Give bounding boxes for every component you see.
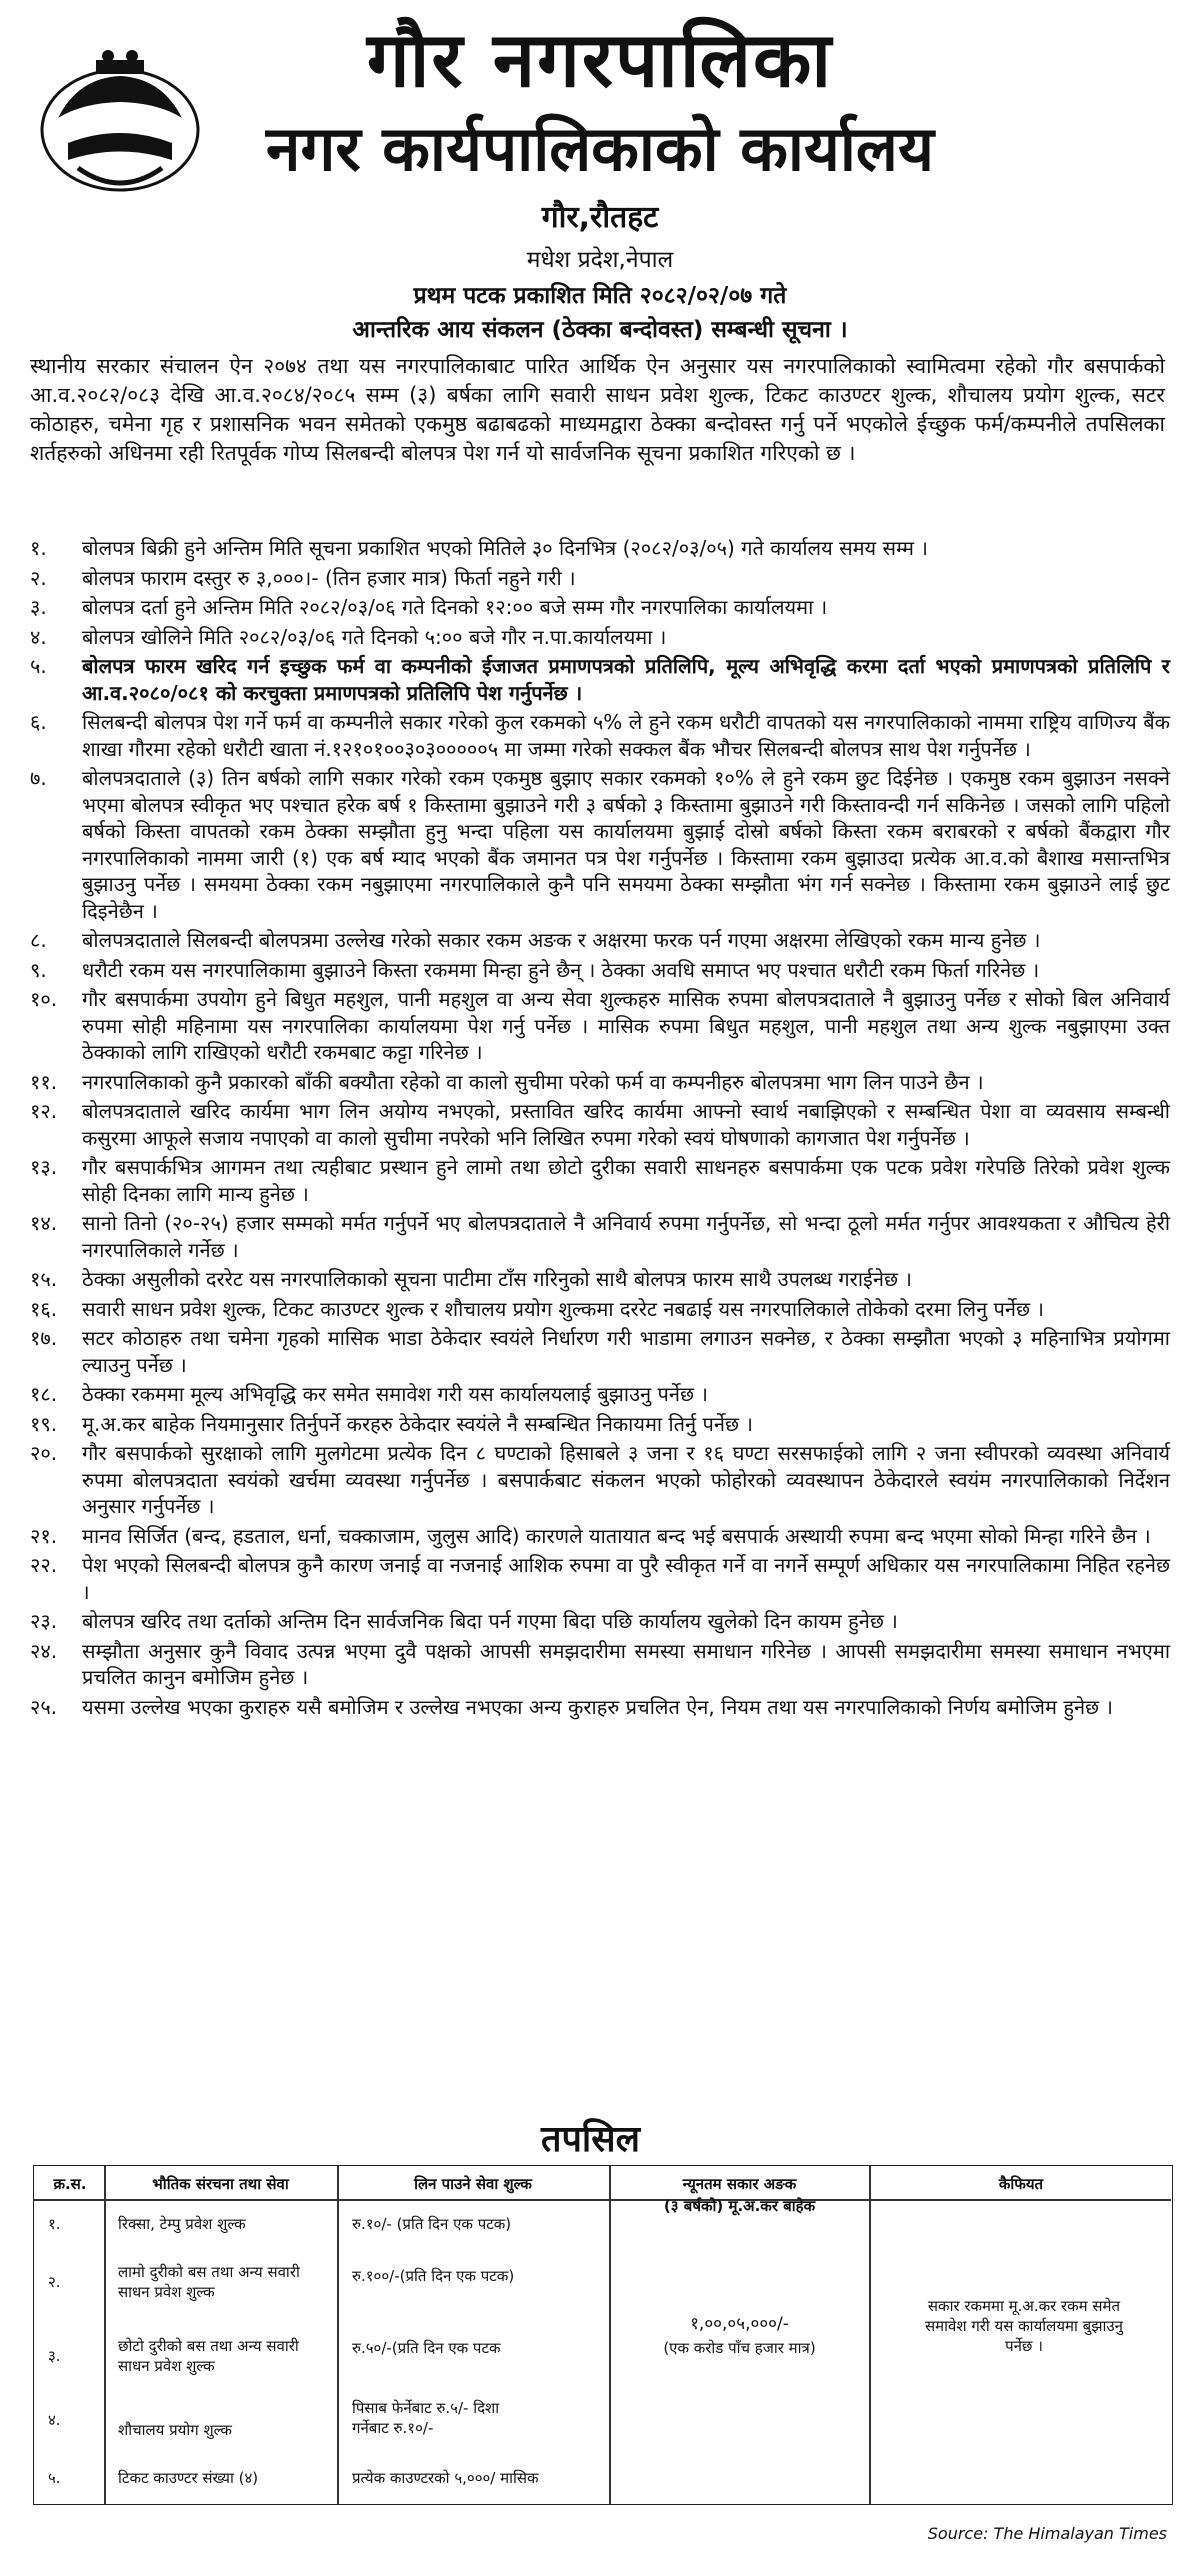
clause-item bbox=[30, 709, 1170, 762]
clause-item bbox=[30, 1638, 1170, 1691]
office-title: नगर कार्यपालिकाको कार्यालय bbox=[266, 112, 934, 185]
clause-item bbox=[30, 927, 1170, 954]
row-sn: २. bbox=[48, 2273, 61, 2291]
row-sn: ४. bbox=[48, 2411, 61, 2429]
clause-number: १४. bbox=[30, 1211, 58, 1235]
clause-text: बोलपत्रदाताले सिलबन्दी बोलपत्रमा उल्लेख गरेको सकार रकम अङक र अक्षरमा फरक पर्न गएमा अक्षरमा लेखिएको रकम मान्य हुनेछ । bbox=[82, 928, 1041, 952]
clause-number: २०. bbox=[30, 1441, 58, 1465]
row-sn: १. bbox=[48, 2215, 61, 2233]
office-province: मधेश प्रदेश,नेपाल bbox=[526, 247, 674, 273]
row-service: लामो दुरीको बस तथा अन्य सवारी साधन प्रवेश शुल्क bbox=[118, 2263, 300, 2301]
clause-item bbox=[30, 1210, 1170, 1263]
clause-item bbox=[30, 1296, 1170, 1323]
clause-number: २४. bbox=[30, 1638, 58, 1663]
clause-text: बोलपत्रदाताले खरिद कार्यमा भाग लिन अयोग्य नभएको, प्रस्तावित खरिद कार्यमा आफ्नो स्वार्थ नबाझिएको र सम्बन्धित पेशा वा व्यवसाय सम्बन्धी कसुरमा आफूले सजाय नपाएको वा कालो सुचीमा नपरेको भनि लिखित रुपमा गरेको स्वयं घोषणाको कागजात पेश गर्नुपर्नेछ । bbox=[82, 1099, 1170, 1150]
clause-text: ठेक्का रकममा मूल्य अभिवृद्धि कर समेत समावेश गरी यस कार्यालयलाई बुझाउनु पर्नेछ । bbox=[82, 1382, 708, 1406]
source-credit: Source: The Himalayan Times bbox=[927, 2524, 1167, 2543]
row-service: शौचालय प्रयोग शुल्क bbox=[118, 2421, 232, 2439]
clause-text: सवारी साधन प्रवेश शुल्क, टिकट काउण्टर शुल्क र शौचालय प्रयोग शुल्कमा दररेट नबढाई यस नगरपालिकाले तोकेको दरमा लिनु पर्नेछ । bbox=[82, 1296, 1044, 1321]
clause-text: बोलपत्रदाताले (३) तिन बर्षको लागि सकार गरेको रकम एकमुष्ठ बुझाए सकार रकमको १०% ले हुने रकम छुट दिईनेछ । एकमुष्ठ रकम बुझाउन नसक्ने भएमा बोलपत्र स्वीकृत भए पश्चात हरेक बर्ष १ किस्तामा बुझाउने गरी ३ बर्षको ३ किस्तामा बुझाउने गरी किस्तावन्दी गर्न सकिनेछ । जसको लागि पहिलो बर्षको किस्ता वापतको रकम ठेक्का सम्झौता हुनु भन्दा पहिला यस कार्यालयमा बुझाई दोस्रो बर्षको किस्ता रकम बराबरको र बर्षको बैंकद्वारा गौर नगरपालिकाको नाममा जारी (१) एक बर्ष म्याद भएको बैंक जमानत पत्र पेश गर्नुपर्नेछ । किस्तामा रकम बुझाउदा प्रत्येक आ.व.को बैशाख मसान्तभित्र बुझाउनु पर्नेछ । समयमा ठेक्का रकम नबुझाएमा नगरपालिकाले कुनै पनि समयमा ठेक्का सम्झौता भंग गर्न सक्नेछ । किस्तामा रकम बुझाउने लाई छुट दिइनेछैन । bbox=[82, 766, 1170, 923]
clause-item bbox=[30, 535, 1170, 562]
notice-header bbox=[0, 0, 1181, 343]
header-sn: क्र.स. bbox=[53, 2175, 87, 2193]
clause-number: ३. bbox=[30, 595, 47, 619]
clause-number: १२. bbox=[30, 1099, 58, 1123]
clause-number: १०. bbox=[30, 987, 58, 1011]
clause-item bbox=[30, 624, 1170, 651]
clause-item bbox=[30, 1523, 1170, 1550]
header-min-amount: न्यूनतम सकार अङक bbox=[682, 2175, 797, 2193]
clause-number: १९. bbox=[30, 1411, 58, 1436]
clause-text: बोलपत्र खरिद तथा दर्ताको अन्तिम दिन सार्वजनिक बिदा पर्न गएमा बिदा पछि कार्यालय खुलेको दिन कायम हुनेछ । bbox=[82, 1609, 898, 1633]
clause-item bbox=[30, 957, 1170, 984]
clause-number: २१. bbox=[30, 1523, 58, 1548]
tapasil-table bbox=[33, 2165, 1173, 2505]
row-service: टिकट काउण्टर संख्या (४) bbox=[118, 2469, 259, 2487]
publish-date: प्रथम पटक प्रकाशित मिति २०८२/०२/०७ गते bbox=[413, 283, 787, 309]
row-fee: प्रत्येक काउण्टरको ५,०००/ मासिक bbox=[352, 2469, 539, 2487]
intro-paragraph: स्थानीय सरकार संचालन ऐन २०७४ तथा यस नगरपालिकाबाट पारित आर्थिक ऐन अनुसार यस नगरपालिकाको स्वामित्वमा रहेको गौर बसपार्कको आ.व.२०८२/०८३ देखि आ.व.२०८४/२०८५ सम्म (३) बर्षका लागि सवारी साधन प्रवेश शुल्क, टिकट काउण्टर शुल्क, शौचालय प्रयोग शुल्क, सटर कोठाहरु, चमेना गृह र प्रशासनिक भवन समेतको एकमुष्ठ बढाबढको माध्यमद्वारा ठेक्का बन्दोवस्त गर्नु पर्ने भएकोले ईच्छुक फर्म/कम्पनीले तपसिलका शर्तहरुको अधिनमा रही रितपूर्वक गोप्य सिलबन्दी बोलपत्र पेश गर्न यो सार्वजनिक सूचना प्रकाशित गरिएको छ । bbox=[30, 354, 1165, 465]
clause-text: ठेक्का असुलीको दररेट यस नगरपालिकाको सूचना पाटीमा टाँस गरिनुको साथै बोलपत्र फारम साथै उपलब्ध गराईनेछ । bbox=[82, 1267, 912, 1291]
clause-text: बोलपत्र फाराम दस्तुर रु ३,०००।- (तिन हजार मात्र) फिर्ता नहुने गरी । bbox=[82, 565, 576, 590]
table-divider bbox=[869, 2166, 871, 2504]
clause-text: गौर बसपार्कभित्र आगमन तथा त्यहीबाट प्रस्थान हुने लामो तथा छोटो दुरीका सवारी साधनहरु बसपार्कमा एक पटक प्रवेश गरेपछि तिरेको प्रवेश शुल्क सोही दिनका लागि मान्य हुनेछ । bbox=[82, 1155, 1171, 1206]
clause-text: सानो तिनो (२०-२५) हजार सम्मको मर्मत गर्नुपर्ने भए बोलपत्रदाताले नै अनिवार्य रुपमा गर्नुपर्नेछ, सो भन्दा ठूलो मर्मत गर्नुपर आवश्यकता र औचित्य हेरी नगरपालिकाले गर्नेछ । bbox=[82, 1211, 1170, 1262]
table-divider bbox=[609, 2166, 611, 2504]
clause-text: गौर बसपार्कको सुरक्षाको लागि मुलगेटमा प्रत्येक दिन ८ घण्टाको हिसाबले ३ जना र १६ घण्टा सरसफाईको लागि २ जना स्वीपरको व्यवस्था अनिवार्य रुपमा बोलपत्रदाता स्वयंको खर्चमा व्यवस्था गर्नुपर्नेछ । बसपार्कबाट संकलन भएको फोहोरको व्यवस्थापन ठेकेदारले स्वयंम नगरपालिकाको निर्देशन अनुसार गर्नुपर्नेछ । bbox=[82, 1441, 1170, 1518]
clause-text: बोलपत्र खोलिने मिति २०८२/०३/०६ गते दिनको ५:०० बजे गौर न.पा.कार्यालयमा । bbox=[82, 624, 667, 649]
table-divider bbox=[337, 2166, 339, 2504]
clause-number: १५. bbox=[30, 1267, 58, 1291]
clause-item bbox=[30, 594, 1170, 621]
clause-text: मू.अ.कर बाहेक नियमानुसार तिर्नुपर्ने करहरु ठेकेदार स्वयंले नै सम्बन्धित निकायमा तिर्नु पर्नेछ । bbox=[82, 1411, 753, 1436]
clause-number: २५. bbox=[30, 1694, 58, 1719]
min-amount-words: (एक करोड पाँच हजार मात्र) bbox=[663, 2339, 816, 2357]
clause-item bbox=[30, 1325, 1170, 1378]
clause-item bbox=[30, 1069, 1170, 1096]
clause-number: २२. bbox=[30, 1553, 58, 1577]
row-fee: रु.१०/- (प्रति दिन एक पटक) bbox=[352, 2215, 512, 2233]
row-fee: रु.५०/-(प्रति दिन एक पटक bbox=[352, 2339, 501, 2357]
clause-number: ११. bbox=[30, 1069, 58, 1094]
clause-number: २३. bbox=[30, 1609, 58, 1633]
table-divider bbox=[34, 2199, 1171, 2201]
clause-number: १. bbox=[30, 536, 47, 560]
clause-text: गौर बसपार्कमा उपयोग हुने बिधुत महशुल, पानी महशुल वा अन्य सेवा शुल्कहरु मासिक रुपमा बोलपत्रदाताले नै बुझाउनु पर्नेछ र सोको बिल अनिवार्य रुपमा सोही महिनामा यस नगरपालिका कार्यालयमा पेश गर्नु पर्नेछ । मासिक रुपमा बिधुत महशुल, पानी महशुल तथा अन्य शुल्क नबुझाएमा उक्त ठेक्काको लागि राखिएको धरौटी रकमबाट कट्टा गरिनेछ । bbox=[82, 987, 1170, 1064]
clause-item bbox=[30, 1098, 1170, 1151]
clause-number: ७. bbox=[30, 766, 47, 790]
clause-text: नगरपालिकाको कुनै प्रकारको बाँकी बक्यौता रहेको वा कालो सुचीमा परेको फर्म वा कम्पनीहरु बोलपत्रमा भाग लिन पाउने छैन । bbox=[82, 1069, 984, 1094]
clause-text: पेश भएको सिलबन्दी बोलपत्र कुनै कारण जनाई वा नजनाई आशिक रुपमा वा पुरै स्वीकृत गर्ने वा नगर्ने सम्पूर्ण अधिकार यस नगरपालिकामा निहित रहनेछ । bbox=[82, 1553, 1170, 1604]
clause-number: १८. bbox=[30, 1382, 58, 1406]
row-service: छोटो दुरीको बस तथा अन्य सवारी साधन प्रवेश शुल्क bbox=[118, 2337, 299, 2375]
clause-text: धरौटी रकम यस नगरपालिकामा बुझाउने किस्ता रकममा मिन्हा हुने छैन् । ठेक्का अवधि समाप्त भए पश्चात धरौटी रकम फिर्ता गरिनेछ । bbox=[82, 957, 1040, 982]
municipality-title: गौर नगरपालिका bbox=[366, 15, 834, 104]
clause-item bbox=[30, 986, 1170, 1066]
clause-number: ५. bbox=[30, 654, 47, 678]
clause-item bbox=[30, 1411, 1170, 1438]
row-fee: पिसाब फेर्नेबाट रु.५/- दिशा गर्नेबाट रु.१०/- bbox=[352, 2399, 500, 2437]
clause-number: १३. bbox=[30, 1155, 58, 1179]
clause-item bbox=[30, 1154, 1170, 1207]
clause-number: ८. bbox=[30, 928, 47, 952]
clause-list bbox=[30, 535, 1170, 1723]
office-location: गौर,रौतहट bbox=[541, 200, 659, 235]
municipality-emblem-icon bbox=[38, 48, 203, 198]
header-fee: लिन पाउने सेवा शुल्क bbox=[414, 2175, 532, 2193]
clause-text: बोलपत्र बिक्री हुने अन्तिम मिति सूचना प्रकाशित भएको मितिले ३० दिनभित्र (२०८२/०३/०५) गते कार्यालय समय सम्म । bbox=[82, 536, 928, 560]
clause-text: बोलपत्र फारम खरिद गर्न इच्छुक फर्म वा कम्पनीको ईजाजत प्रमाणपत्रको प्रतिलिपि, मूल्य अभिवृद्धि करमा दर्ता भएको प्रमाणपत्रको प्रतिलिपि र आ.व.२०८०/०८१ को करचुक्ता प्रमाणपत्रको प्रतिलिपि पेश गर्नुपर्नेछ । bbox=[82, 654, 1170, 705]
clause-item bbox=[30, 1381, 1170, 1408]
clause-number: ४. bbox=[30, 624, 47, 649]
clause-item bbox=[30, 1694, 1170, 1721]
clause-number: २. bbox=[30, 565, 47, 590]
clause-text: सम्झौता अनुसार कुनै विवाद उत्पन्न भएमा दुवै पक्षको आपसी समझदारीमा समस्या समाधान गरिनेछ । आपसी समझदारीमा समस्या समाधान नभएमा प्रचलित कानुन बमोजिम हुनेछ । bbox=[82, 1638, 1170, 1689]
notice-title: आन्तरिक आय संकलन (ठेक्का बन्दोवस्त) सम्बन्धी सूचना । bbox=[352, 317, 848, 343]
remarks-text: सकार रकममा मू.अ.कर रकम समेत समावेश गरी यस कार्यालयमा बुझाउनु पर्नेछ । bbox=[925, 2297, 1123, 2355]
clause-item bbox=[30, 565, 1170, 592]
min-amount: १,००,०५,०००/- bbox=[690, 2314, 789, 2334]
row-fee: रु.१००/-(प्रति दिन एक पटक) bbox=[352, 2267, 515, 2285]
table-divider bbox=[104, 2166, 106, 2504]
header-service: भौतिक संरचना तथा सेवा bbox=[152, 2175, 289, 2193]
header-remarks: कैफियत bbox=[998, 2175, 1044, 2193]
clause-number: ६. bbox=[30, 710, 47, 734]
clause-item bbox=[30, 1552, 1170, 1605]
row-sn: ५. bbox=[48, 2469, 61, 2487]
clause-text: मानव सिर्जित (बन्द, हडताल, धर्ना, चक्काजाम, जुलुस आदि) कारणले यातायात बन्द भई बसपार्क अस्थायी रुपमा बन्द भएमा सोको मिन्हा गरिने छैन । bbox=[82, 1523, 1151, 1548]
clause-item bbox=[30, 1440, 1170, 1520]
header-min-amount-note: (३ बर्षको) मू.अ.कर बाहेक bbox=[663, 2197, 816, 2215]
clause-text: यसमा उल्लेख भएका कुराहरु यसै बमोजिम र उल्लेख नभएका अन्य कुराहरु प्रचलित ऐन, नियम तथा यस नगरपालिकाको निर्णय बमोजिम हुनेछ । bbox=[82, 1694, 1114, 1719]
clause-text: बोलपत्र दर्ता हुने अन्तिम मिति २०८२/०३/०६ गते दिनको १२:०० बजे सम्म गौर नगरपालिका कार्यालयमा । bbox=[82, 595, 828, 619]
clause-item bbox=[30, 1266, 1170, 1293]
row-service: रिक्सा, टेम्पु प्रवेश शुल्क bbox=[118, 2215, 246, 2233]
clause-item bbox=[30, 1608, 1170, 1635]
row-sn: ३. bbox=[48, 2347, 61, 2365]
clause-number: ९. bbox=[30, 957, 47, 982]
clause-item bbox=[30, 653, 1170, 706]
clause-item bbox=[30, 765, 1170, 924]
clause-number: १६. bbox=[30, 1296, 58, 1321]
clause-text: सटर कोठाहरु तथा चमेना गृहको मासिक भाडा ठेकेदार स्वयंले निर्धारण गरी भाडामा लगाउन सक्नेछ, र ठेक्का सम्झौता भएको ३ महिनाभित्र प्रयोगमा ल्याउनु पर्नेछ । bbox=[82, 1326, 1170, 1377]
clause-number: १७. bbox=[30, 1326, 58, 1350]
tapasil-heading: तपसिल bbox=[540, 2119, 641, 2160]
clause-text: सिलबन्दी बोलपत्र पेश गर्ने फर्म वा कम्पनीले सकार गरेको कुल रकमको ५% ले हुने रकम धरौटी वापतको यस नगरपालिकाको नाममा राष्ट्रिय वाणिज्य बैंक शाखा गौरमा रहेको धरौटी खाता नं.१२१०१००३०३०००००५ मा जम्मा गरेको सक्कल बैंक भौचर सिलबन्दी बोलपत्र साथ पेश गर्नुपर्नेछ । bbox=[82, 710, 1170, 761]
